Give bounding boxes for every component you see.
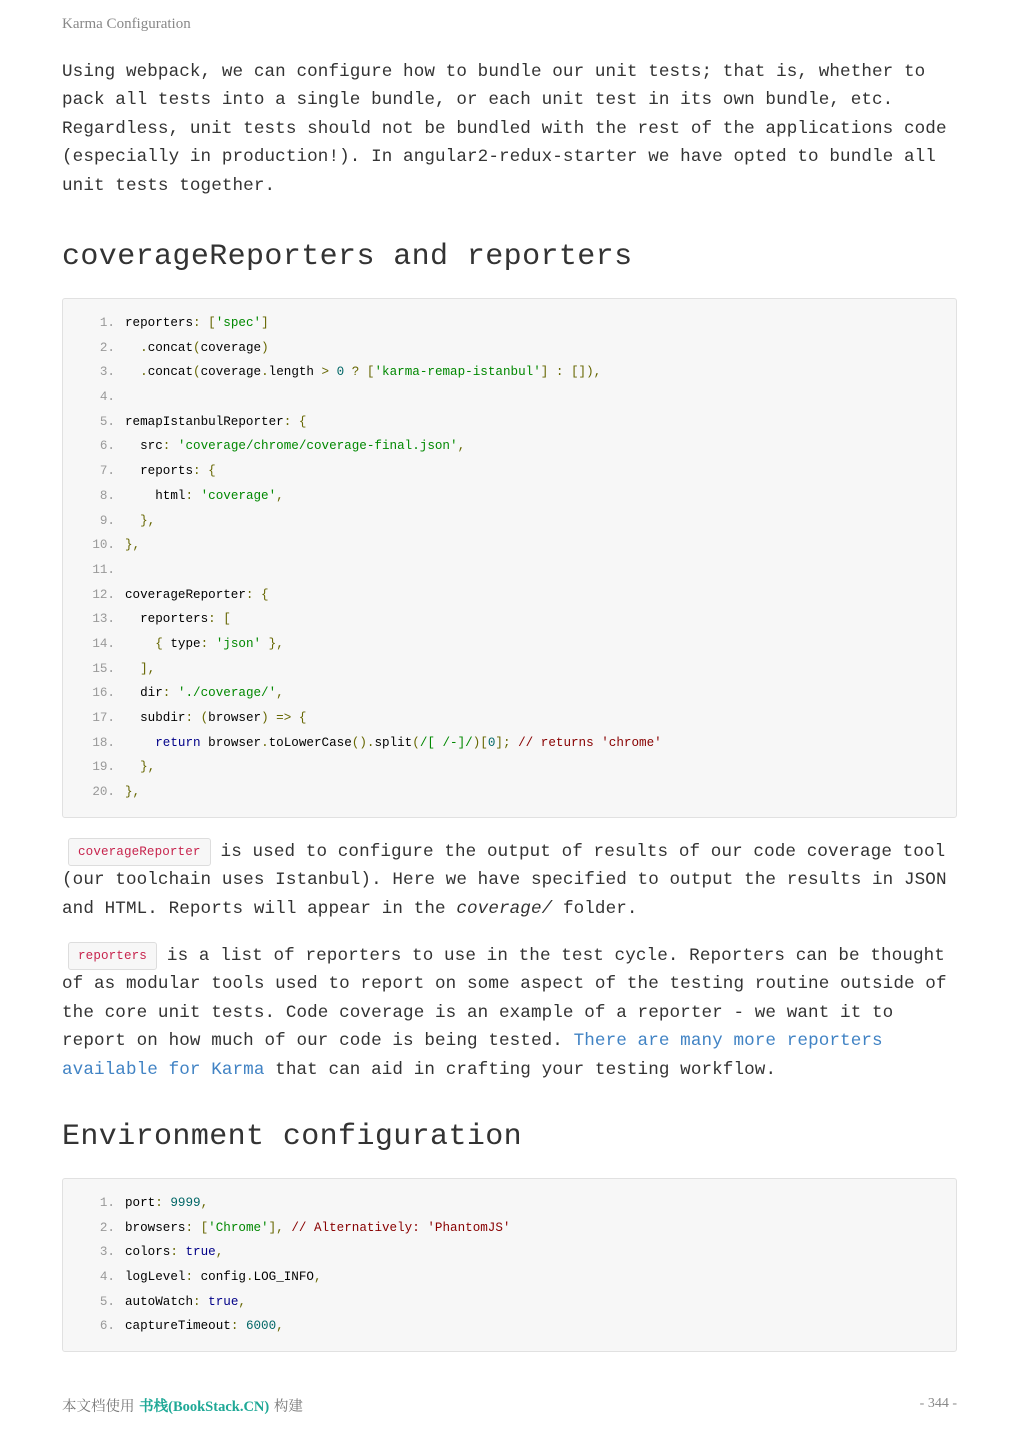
code-line <box>63 459 956 484</box>
line-number: 15. <box>92 661 115 676</box>
code-token: src <box>125 439 163 454</box>
line-number: 6. <box>99 1319 115 1334</box>
code-token: reporters <box>125 316 194 331</box>
code-token: , <box>276 686 284 701</box>
code-block-reporters <box>62 298 957 818</box>
code-token: : <box>170 1245 186 1260</box>
code-token: 'json' <box>215 636 262 651</box>
code-token: subdir <box>125 711 186 726</box>
code-token: . <box>140 365 148 380</box>
code-token: true <box>185 1245 216 1260</box>
reporters-link[interactable]: There are many more reporters available for Karma <box>62 1031 883 1080</box>
code-token: }, <box>261 636 284 651</box>
code-token: // Alternatively: 'PhantomJS' <box>291 1220 511 1235</box>
code-token: ( <box>193 340 201 355</box>
line-number: 10. <box>92 538 115 553</box>
line-number: 1. <box>99 1196 115 1211</box>
inline-code-coverage-reporter: coverageReporter <box>68 838 211 866</box>
heading-environment-configuration: Environment configuration <box>62 1120 523 1155</box>
code-token: 'coverage' <box>200 488 277 503</box>
line-number: 4. <box>99 390 115 405</box>
code-token: captureTimeout <box>125 1319 231 1334</box>
code-token: logLevel <box>125 1270 186 1285</box>
code-token: ) => { <box>261 711 307 726</box>
line-number: 11. <box>92 562 115 577</box>
code-token: type <box>170 636 201 651</box>
code-token: }, <box>125 760 156 775</box>
code-token: : { <box>283 414 307 429</box>
code-token: ? [ <box>351 365 375 380</box>
code-token: autoWatch <box>125 1294 194 1309</box>
code-token: : <box>193 1294 209 1309</box>
code-token: : [ <box>208 612 231 627</box>
line-number: 19. <box>92 760 115 775</box>
code-token <box>125 341 140 355</box>
footer-brand-link[interactable]: 书栈(BookStack.CN) <box>139 1399 270 1415</box>
code-token: : [ <box>185 1220 209 1235</box>
line-number: 13. <box>92 612 115 627</box>
code-token: , <box>200 1196 209 1211</box>
code-token: . <box>261 735 269 750</box>
code-token: './coverage/' <box>177 686 277 701</box>
code-token: browser <box>208 711 262 726</box>
code-token: concat <box>147 340 194 355</box>
code-token: 'karma-remap-istanbul' <box>374 365 541 380</box>
code-line <box>63 336 956 361</box>
code-token: reporters <box>125 612 209 627</box>
code-token: , <box>215 1245 224 1260</box>
line-number: 2. <box>99 340 115 355</box>
code-token: : { <box>193 464 216 479</box>
code-token: ( <box>412 735 420 750</box>
page-number: - 344 - <box>919 1396 957 1411</box>
code-line <box>63 731 956 756</box>
code-token: }, <box>125 513 156 528</box>
code-token: (). <box>351 735 375 750</box>
code-line <box>63 657 956 682</box>
code-token: /[ /-]/ <box>419 735 473 750</box>
code-token: : <box>155 1196 171 1211</box>
line-number: 9. <box>99 513 115 528</box>
page-content <box>62 58 957 1352</box>
code-line <box>63 1290 956 1315</box>
line-number: 7. <box>99 464 115 479</box>
code-token: port <box>125 1196 156 1211</box>
line-number: 6. <box>99 439 115 454</box>
paragraph-reporters <box>62 942 957 1084</box>
line-number: 1. <box>99 316 115 331</box>
code-token: true <box>208 1294 239 1309</box>
code-token: coverage <box>200 365 262 380</box>
code-token: , <box>457 439 466 454</box>
code-token: 'Chrome' <box>208 1220 269 1235</box>
code-line <box>63 1314 956 1339</box>
code-token: remapIstanbulReporter <box>125 414 284 429</box>
code-token: }, <box>125 785 141 800</box>
code-line <box>63 1265 956 1290</box>
code-line <box>63 360 956 385</box>
code-token: 'coverage/chrome/coverage-final.json' <box>177 439 458 454</box>
code-token: config <box>200 1270 246 1285</box>
code-token: reports <box>125 464 194 479</box>
code-token <box>344 365 352 379</box>
line-number: 5. <box>99 414 115 429</box>
code-token: split <box>374 735 413 750</box>
code-line <box>63 434 956 459</box>
line-number: 3. <box>99 1245 115 1260</box>
code-token: return <box>155 735 201 750</box>
code-token: , <box>276 488 284 503</box>
code-line <box>63 558 956 583</box>
code-token: coverageReporter <box>125 587 246 602</box>
code-token: ] : []), <box>540 365 602 380</box>
code-token: ], <box>125 661 156 676</box>
text: that can aid in crafting your testing workflow. <box>264 1059 777 1080</box>
code-token: html <box>125 488 186 503</box>
line-number: 5. <box>99 1294 115 1309</box>
text: is a list of reporters to use in the test cycle. Reporters can be thought of as modular tools used to report on some aspect of the testing routine outside of the core unit tests. Code coverage is an example of a reporter - we want it to report on how much of our code is being tested. <box>62 946 947 1052</box>
footer-suffix: 构建 <box>269 1399 303 1415</box>
code-token: , <box>276 1319 284 1334</box>
code-line <box>63 533 956 558</box>
line-number: 18. <box>92 735 115 750</box>
paragraph-coverage-reporter <box>62 838 957 923</box>
footer-credit <box>62 1395 303 1416</box>
code-token: : <box>185 1270 201 1285</box>
code-token: 0 <box>336 365 345 380</box>
code-token: : <box>162 686 178 701</box>
code-token: coverage <box>200 340 262 355</box>
code-token: ]; <box>495 735 511 750</box>
line-number: 3. <box>99 365 115 380</box>
code-token: ( <box>193 365 201 380</box>
code-token: colors <box>125 1245 171 1260</box>
code-token: : <box>185 488 201 503</box>
code-token: 'spec' <box>215 316 262 331</box>
code-line <box>63 509 956 534</box>
code-token: : ( <box>185 711 209 726</box>
line-number: 16. <box>92 686 115 701</box>
code-token: . <box>140 340 148 355</box>
code-line <box>63 1191 956 1216</box>
code-token: . <box>245 1270 254 1285</box>
code-line <box>63 583 956 608</box>
code-token: : <box>162 439 178 454</box>
code-token: dir <box>125 686 163 701</box>
code-token: : [ <box>193 316 216 331</box>
inline-code-reporters: reporters <box>68 942 157 970</box>
emphasis-folder: coverage/ <box>456 898 553 919</box>
code-token: concat <box>147 365 194 380</box>
code-token: 0 <box>487 735 496 750</box>
intro-paragraph: Using webpack, we can configure how to bundle our unit tests; that is, whether to pack all tests into a single bundle, or each unit test in its own bundle, etc. Regardless, unit tests should not be bundled with the rest of the applications code (especially in production!). In angular2-redux-starter we have opted to bundle all unit tests together. <box>62 62 947 196</box>
code-line <box>63 311 956 336</box>
code-token: , <box>313 1270 322 1285</box>
code-token: browsers <box>125 1220 186 1235</box>
line-number: 2. <box>99 1220 115 1235</box>
code-token: 6000 <box>245 1319 277 1334</box>
code-token <box>511 736 519 750</box>
line-number: 14. <box>92 636 115 651</box>
code-line <box>63 1240 956 1265</box>
code-token: : <box>200 636 216 651</box>
line-number: 12. <box>92 587 115 602</box>
code-token: ] <box>261 316 269 331</box>
text: folder. <box>552 898 638 919</box>
code-token: }, <box>125 538 141 553</box>
code-token: { <box>125 636 171 651</box>
line-number: 17. <box>92 711 115 726</box>
line-number: 20. <box>92 785 115 800</box>
code-line <box>63 706 956 731</box>
code-token <box>125 736 155 750</box>
code-token: 9999 <box>170 1196 201 1211</box>
code-token: . <box>261 365 269 380</box>
code-token <box>329 365 337 379</box>
code-token: > <box>321 365 330 380</box>
code-token: ], <box>268 1220 284 1235</box>
code-line <box>63 1216 956 1241</box>
code-token: LOG_INFO <box>253 1270 314 1285</box>
heading-coverage-reporters: coverageReporters and reporters <box>62 240 633 275</box>
line-number: 8. <box>99 488 115 503</box>
code-line <box>63 681 956 706</box>
running-header: Karma Configuration <box>62 16 191 32</box>
code-token: , <box>238 1294 246 1309</box>
text: is used to configure the output of results of our code coverage tool (our toolchain uses Istanbul). Here we have specified to output the results in JSON and HTML. Reports will appear in the <box>62 841 947 919</box>
code-block-environment <box>62 1178 957 1352</box>
code-line <box>63 755 956 780</box>
code-token: ) <box>261 340 269 355</box>
code-line <box>63 484 956 509</box>
code-token <box>125 365 140 379</box>
code-token: toLowerCase <box>268 735 352 750</box>
code-line <box>63 632 956 657</box>
code-token: // returns 'chrome' <box>518 735 662 750</box>
code-token: browser <box>200 735 262 750</box>
code-line <box>63 780 956 805</box>
code-line <box>63 410 956 435</box>
code-token: )[ <box>472 735 488 750</box>
code-line <box>63 385 956 410</box>
line-number: 4. <box>99 1270 115 1285</box>
code-token: : { <box>245 587 269 602</box>
code-token: length <box>268 365 322 380</box>
footer-prefix: 本文档使用 <box>62 1399 140 1415</box>
code-line <box>63 607 956 632</box>
code-token: : <box>230 1319 246 1334</box>
